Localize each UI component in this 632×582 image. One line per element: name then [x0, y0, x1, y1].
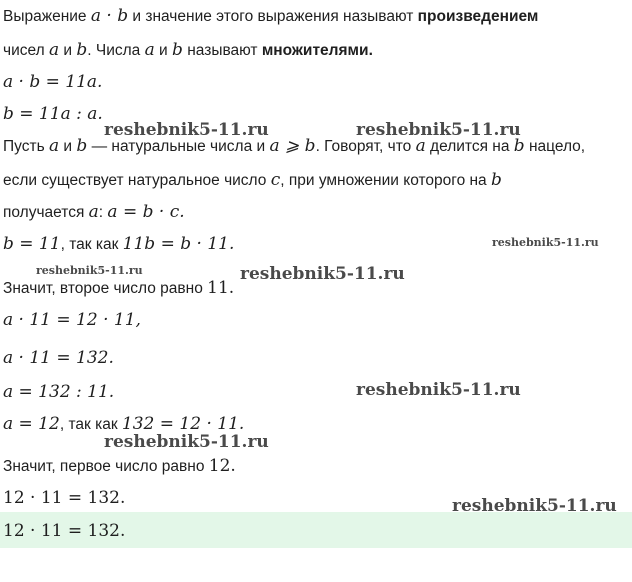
formula-line-10: a · 11 = 12 · 11, — [3, 310, 141, 330]
formula-line-12: a = 132 : 11. — [3, 382, 115, 402]
formula-line-4: b = 11a : a. — [3, 104, 103, 124]
math: a = b · c. — [107, 202, 185, 222]
text: и — [154, 42, 173, 59]
math: b = 11 — [3, 234, 61, 254]
math: 11b = b · 11. — [122, 234, 235, 254]
math: 132 = 12 · 11. — [121, 414, 245, 434]
text-line-2 — [3, 40, 373, 61]
math: a = 12 — [3, 414, 60, 434]
text-line-14 — [3, 456, 236, 477]
text: , так как — [59, 416, 122, 433]
text: . — [368, 42, 373, 59]
text: , так как — [60, 236, 123, 253]
term-factors: множителями — [261, 42, 369, 59]
math: a — [88, 202, 99, 222]
text: делится на — [425, 138, 514, 155]
formula-line-11: a · 11 = 132. — [3, 348, 114, 368]
text: — натуральные числа и — [87, 138, 270, 155]
text: и значение этого выражения называют — [128, 8, 418, 25]
formula-line-3: a · b = 11a. — [3, 72, 103, 92]
text: , при умножении которого на — [280, 172, 491, 189]
watermark: reshebnik5-11.ru — [356, 380, 521, 400]
math: a · b — [90, 6, 129, 26]
text: получается — [3, 204, 89, 221]
math: b — [76, 136, 88, 156]
text: Выражение — [3, 8, 91, 25]
math: b — [490, 170, 502, 190]
watermark: reshebnik5-11.ru — [492, 236, 599, 249]
text-line-7 — [3, 202, 185, 223]
math: a — [415, 136, 426, 156]
text: и — [59, 42, 77, 59]
watermark: reshebnik5-11.ru — [240, 264, 405, 284]
math: a — [48, 40, 60, 60]
watermark: reshebnik5-11.ru — [356, 120, 521, 140]
text: : — [98, 204, 108, 221]
math: b — [76, 40, 88, 60]
answer-formula: 12 · 11 = 132. — [3, 521, 126, 541]
text: нацело, — [524, 138, 586, 155]
watermark: reshebnik5-11.ru — [36, 264, 143, 277]
math: 12. — [208, 456, 236, 476]
text: и — [59, 138, 77, 155]
text: чисел — [3, 42, 49, 59]
text: . Числа — [87, 42, 145, 59]
text-line-9 — [3, 278, 234, 299]
math: c — [270, 170, 281, 190]
text: Значит, второе число равно — [3, 280, 208, 297]
term-product: произведением — [417, 8, 539, 25]
watermark: reshebnik5-11.ru — [104, 432, 269, 452]
watermark: reshebnik5-11.ru — [452, 496, 617, 516]
watermark: reshebnik5-11.ru — [104, 120, 269, 140]
math: a ⩾ b — [269, 136, 316, 156]
math: b — [513, 136, 525, 156]
text-line-6 — [3, 170, 502, 191]
math: b — [172, 40, 183, 60]
text-line-8 — [3, 234, 234, 255]
text: если существует натуральное число — [3, 172, 271, 189]
text: Пусть — [3, 138, 49, 155]
text: Значит, первое число равно — [3, 458, 209, 475]
math: a — [48, 136, 60, 156]
text: . Говорят, что — [315, 138, 416, 155]
text: называют — [182, 42, 262, 59]
text-line-1 — [3, 6, 538, 27]
math: a — [144, 40, 155, 60]
math: 11. — [207, 278, 235, 298]
formula-line-15: 12 · 11 = 132. — [3, 488, 126, 508]
